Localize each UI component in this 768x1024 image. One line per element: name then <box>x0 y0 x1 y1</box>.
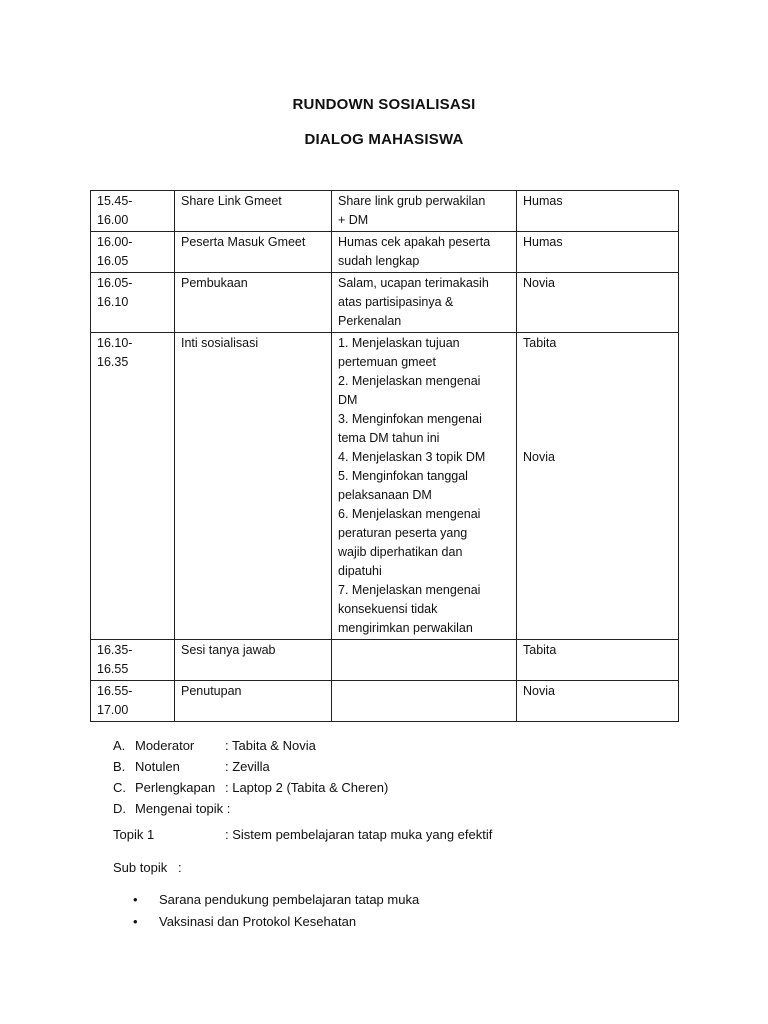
table-row <box>91 640 679 681</box>
time-end: 16.10 <box>97 295 129 309</box>
role-label: Perlengkapan <box>135 780 216 795</box>
time-end: 16.00 <box>97 213 129 227</box>
roles-list <box>113 735 388 819</box>
activity-cell: Pembukaan <box>175 273 332 333</box>
description-line: 3. Menginfokan mengenai <box>338 412 482 426</box>
bullet-icon: • <box>133 914 138 929</box>
time-start: 15.45- <box>97 194 133 208</box>
activity-cell: Penutupan <box>175 681 332 722</box>
activity-cell: Peserta Masuk Gmeet <box>175 232 332 273</box>
description-line: Perkenalan <box>338 314 402 328</box>
subtopic-heading: Sub topik : <box>113 860 182 875</box>
activity-cell: Share Link Gmeet <box>175 191 332 232</box>
time-start: 16.00- <box>97 235 133 249</box>
description-line: 2. Menjelaskan mengenai <box>338 374 481 388</box>
time-cell <box>91 191 175 232</box>
table-row <box>91 232 679 273</box>
description-line: + DM <box>338 213 369 227</box>
time-start: 16.05- <box>97 276 133 290</box>
description-cell <box>332 191 517 232</box>
role-label: Notulen <box>135 759 180 774</box>
table-row <box>91 191 679 232</box>
activity-cell: Inti sosialisasi <box>175 333 332 640</box>
time-start: 16.10- <box>97 336 133 350</box>
time-start: 16.35- <box>97 643 133 657</box>
list-marker: A. <box>113 738 126 753</box>
rundown-table <box>90 190 679 722</box>
pic-cell: Novia <box>517 681 679 722</box>
description-line: pertemuan gmeet <box>338 355 436 369</box>
description-line: tema DM tahun ini <box>338 431 440 445</box>
description-cell <box>332 333 517 640</box>
subtopic-list <box>133 889 419 933</box>
list-marker: B. <box>113 759 126 774</box>
list-item <box>113 756 388 777</box>
pic-cell: Humas <box>517 232 679 273</box>
description-line: konsekuensi tidak <box>338 602 438 616</box>
description-line: peraturan peserta yang <box>338 526 468 540</box>
description-line: sudah lengkap <box>338 254 420 268</box>
list-item <box>113 798 388 819</box>
time-cell <box>91 232 175 273</box>
description-line: 7. Menjelaskan mengenai <box>338 583 481 597</box>
role-value: : Laptop 2 (Tabita & Cheren) <box>225 780 389 795</box>
description-line: Salam, ucapan terimakasih <box>338 276 489 290</box>
topic-line <box>113 827 492 842</box>
document-subtitle: DIALOG MAHASISWA <box>304 131 464 148</box>
description-line: 1. Menjelaskan tujuan <box>338 336 460 350</box>
list-item <box>113 777 388 798</box>
description-line: 5. Menginfokan tanggal <box>338 469 468 483</box>
description-line: mengirimkan perwakilan <box>338 621 473 635</box>
list-item <box>113 735 388 756</box>
description-line: Share link grub perwakilan <box>338 194 486 208</box>
list-item <box>133 911 419 933</box>
time-start: 16.55- <box>97 684 133 698</box>
time-cell <box>91 273 175 333</box>
description-line: dipatuhi <box>338 564 382 578</box>
role-label: Moderator <box>135 738 195 753</box>
description-cell <box>332 273 517 333</box>
activity-cell: Sesi tanya jawab <box>175 640 332 681</box>
topic-value: : Sistem pembelajaran tatap muka yang efektif <box>225 827 493 842</box>
role-value: : Tabita & Novia <box>225 738 316 753</box>
pic-cell <box>517 333 679 640</box>
time-cell <box>91 640 175 681</box>
time-end: 16.05 <box>97 254 129 268</box>
subtopic-item: Vaksinasi dan Protokol Kesehatan <box>159 914 357 929</box>
list-item <box>133 889 419 911</box>
pic-cell: Tabita <box>517 640 679 681</box>
document-title: RUNDOWN SOSIALISASI <box>292 96 476 113</box>
table-row <box>91 333 679 640</box>
pic-cell: Novia <box>517 273 679 333</box>
topic-label: Topik 1 <box>113 827 155 842</box>
time-end: 16.55 <box>97 662 129 676</box>
subtopic-item: Sarana pendukung pembelajaran tatap muka <box>159 892 420 907</box>
description-line: pelaksanaan DM <box>338 488 432 502</box>
time-cell <box>91 333 175 640</box>
list-marker: D. <box>113 801 126 816</box>
pic-secondary: Novia <box>523 450 555 464</box>
time-end: 17.00 <box>97 703 129 717</box>
description-line: 6. Menjelaskan mengenai <box>338 507 481 521</box>
pic-spacer <box>523 353 672 448</box>
pic-cell: Humas <box>517 191 679 232</box>
description-line: wajib diperhatikan dan <box>338 545 463 559</box>
role-value: : Zevilla <box>225 759 270 774</box>
table-row <box>91 681 679 722</box>
list-marker: C. <box>113 780 126 795</box>
description-line: DM <box>338 393 358 407</box>
description-line: atas partisipasinya & <box>338 295 454 309</box>
time-end: 16.35 <box>97 355 129 369</box>
description-cell <box>332 232 517 273</box>
description-cell <box>332 681 517 722</box>
bullet-icon: • <box>133 892 138 907</box>
description-cell <box>332 640 517 681</box>
description-line: Humas cek apakah peserta <box>338 235 491 249</box>
time-cell <box>91 681 175 722</box>
description-line: 4. Menjelaskan 3 topik DM <box>338 450 486 464</box>
pic-primary: Tabita <box>523 336 557 350</box>
role-label: Mengenai topik : <box>135 801 231 816</box>
table-row <box>91 273 679 333</box>
